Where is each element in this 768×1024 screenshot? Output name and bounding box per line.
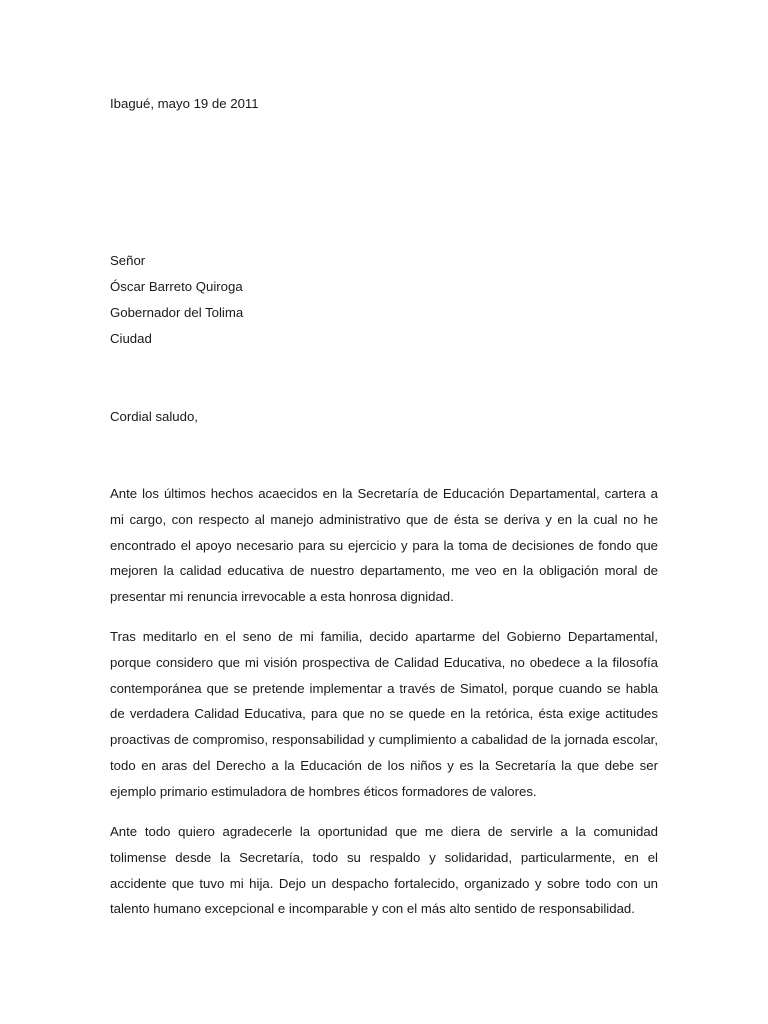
greeting: Cordial saludo,: [110, 409, 198, 424]
body-paragraph-2: Tras meditarlo en el seno de mi familia, decido apartarme del Gobierno Departamental, porque considero que mi visión prospectiva de Calidad Educativa, no obedece a la filosofía contemporánea que se pretende implementar a través de Simatol, porque cuando se habla de verdadera Calidad Educativa, para que no se quede en la retórica, ésta exige actitudes proactivas de compromiso, responsabilidad y cumplimiento a cabalidad de la jornada escolar, todo en aras del Derecho a la Educación de los niños y es la Secretaría la que debe ser ejemplo primario estimuladora de hombres éticos formadores de valores.: [110, 629, 658, 799]
recipient-salutation-title: Señor: [110, 253, 146, 268]
body-paragraph-3: Ante todo quiero agradecerle la oportunidad que me diera de servirle a la comunidad tolimense desde la Secretaría, todo su respaldo y solidaridad, particularmente, en el accidente que tuvo mi hija. Dejo un despacho fortalecido, organizado y sobre todo con un talento humano excepcional e incomparable y con el más alto sentido de responsabilidad.: [110, 824, 658, 917]
recipient-city: Ciudad: [110, 331, 152, 346]
body-paragraph-1: Ante los últimos hechos acaecidos en la Secretaría de Educación Departamental, cartera a mi cargo, con respecto al manejo administrativo que de ésta se deriva y en la cual no he encontrado el apoyo necesario para su ejercicio y para la toma de decisiones de fondo que mejoren la calidad educativa de nuestro departamento, me veo en la obligación moral de presentar mi renuncia irrevocable a esta honrosa dignidad.: [110, 486, 658, 605]
recipient-name: Óscar Barreto Quiroga: [110, 279, 243, 294]
recipient-position: Gobernador del Tolima: [110, 305, 244, 320]
date-line: Ibagué, mayo 19 de 2011: [110, 96, 259, 111]
